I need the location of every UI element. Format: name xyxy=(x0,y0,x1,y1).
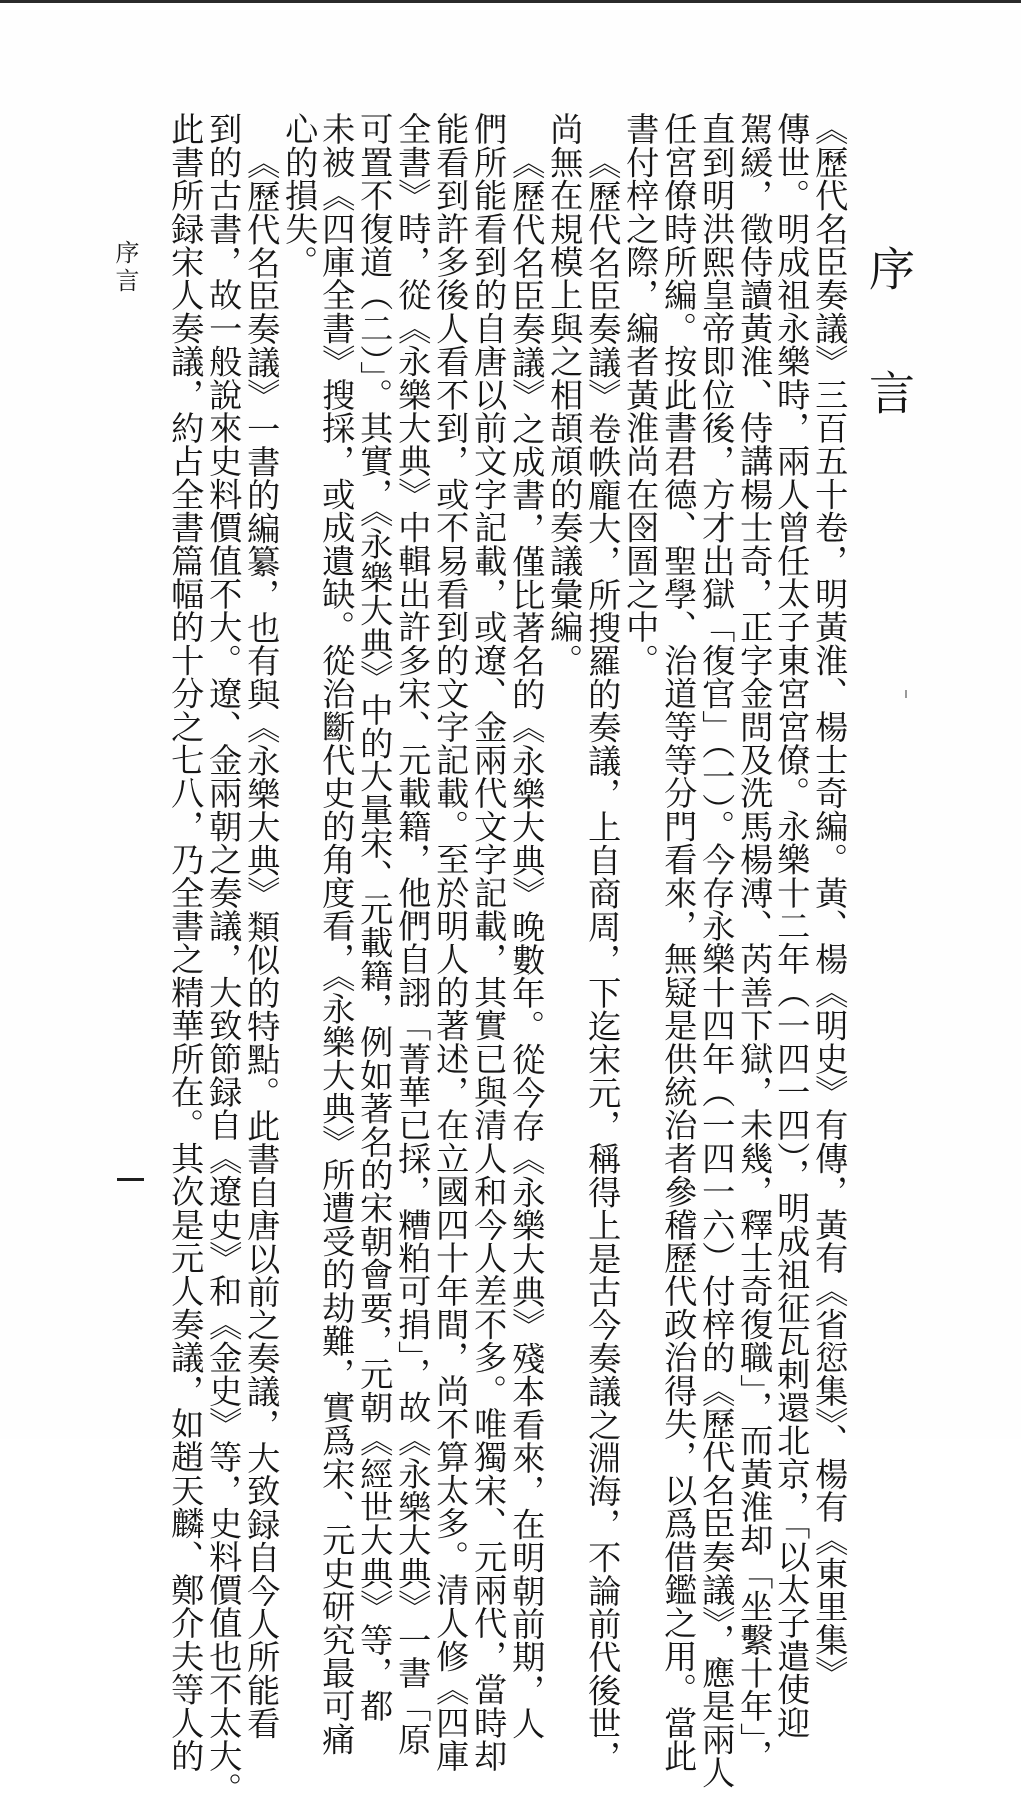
text-column: 到的古書，故一般說來史料價值不大。遼、金兩朝之奏議，大致節録自《遼史》和《金史》等，史料價值也不太大。 xyxy=(204,112,244,1805)
scan-speck xyxy=(905,690,907,698)
text-column: 書付梓之際，編者黃淮尚在囹圄之中。 xyxy=(621,112,661,677)
text-column: 任宮僚時所編。按此書君德、聖學、治道等等分門看來，無疑是供統治者參稽歷代政治得失，以爲借鑑之用。當此 xyxy=(659,112,699,1772)
page-title: 序言 xyxy=(862,245,916,493)
text-column: 們所能看到的自唐以前文字記載，或遼、金兩代文字記載，其實已與清人和今人差不多。唯獨宋、元兩代，當時却 xyxy=(469,112,509,1772)
text-column: 傳世。明成祖永樂時，兩人曾任太子東宮宮僚。永樂十二年（一四一四），明成祖征瓦剌還北京，「以太子遣使迎 xyxy=(772,112,812,1739)
text-column: 《歷代名臣奏議》之成書，僅比著名的《永樂大典》晚數年。從今存《永樂大典》殘本看來，在明朝前期，人 xyxy=(507,146,547,1740)
text-column: 心的損失。 xyxy=(280,112,320,278)
text-column: 直到明洪熙皇帝即位後，方才出獄「復官」（一）。今存永樂十四年（一四一六）付梓的《歷代名臣奏議》，應是兩人 xyxy=(697,112,737,1789)
text-column: 能看到許多後人看不到，或不易看到的文字記載。至於明人的著述，在立國四十年間，尚不算太多。清人修《四庫 xyxy=(431,112,471,1772)
page-number-text xyxy=(117,1158,118,1159)
top-rule xyxy=(0,0,1021,3)
text-column: 《歷代名臣奏議》一書的編纂，也有與《永樂大典》類似的特點。此書自唐以前之奏議，大致録自今人所能看 xyxy=(242,146,282,1740)
text-column: 《歷代名臣奏議》卷帙龐大，所搜羅的奏議，上自商周，下迄宋元，稱得上是古今奏議之淵海，不論前代後世， xyxy=(583,146,623,1773)
text-column: 尚無在規模上與之相頡頏的奏議彙編。 xyxy=(545,112,585,677)
text-column: 駕緩，徵侍讀黃淮、侍講楊士奇，正字金問及洗馬楊溥、芮善下獄，未幾，釋士奇復職」，而黃淮却「坐繫十年」， xyxy=(735,112,775,1772)
page-number xyxy=(117,1178,144,1181)
text-column: 此書所録宋人奏議，約占全書篇幅的十分之七八，乃全書之精華所在。其次是元人奏議，如趙天麟、鄭介夫等人的 xyxy=(166,112,206,1772)
text-column: 可置不復道（二）」。其實，《永樂大典》中的大量宋、元載籍，例如著名的宋朝會要，元朝《經世大典》等，都 xyxy=(355,112,395,1723)
text-column: 全書》時，從《永樂大典》中輯出許多宋、元載籍，他們自詡「菁華已採，糟粕可捐」，故《永樂大典》一書「原 xyxy=(393,112,433,1756)
running-footer-label: 序言 xyxy=(111,240,139,296)
text-column: 未被《四庫全書》搜採，或成遺缺。從治斷代史的角度看，《永樂大典》所遭受的劫難，實爲宋、元史研究最可痛 xyxy=(317,112,357,1756)
text-column: 《歷代名臣奏議》三百五十卷，明黃淮、楊士奇編。黃、楊《明史》有傳，黃有《省愆集》、楊有《東里集》 xyxy=(810,112,850,1689)
